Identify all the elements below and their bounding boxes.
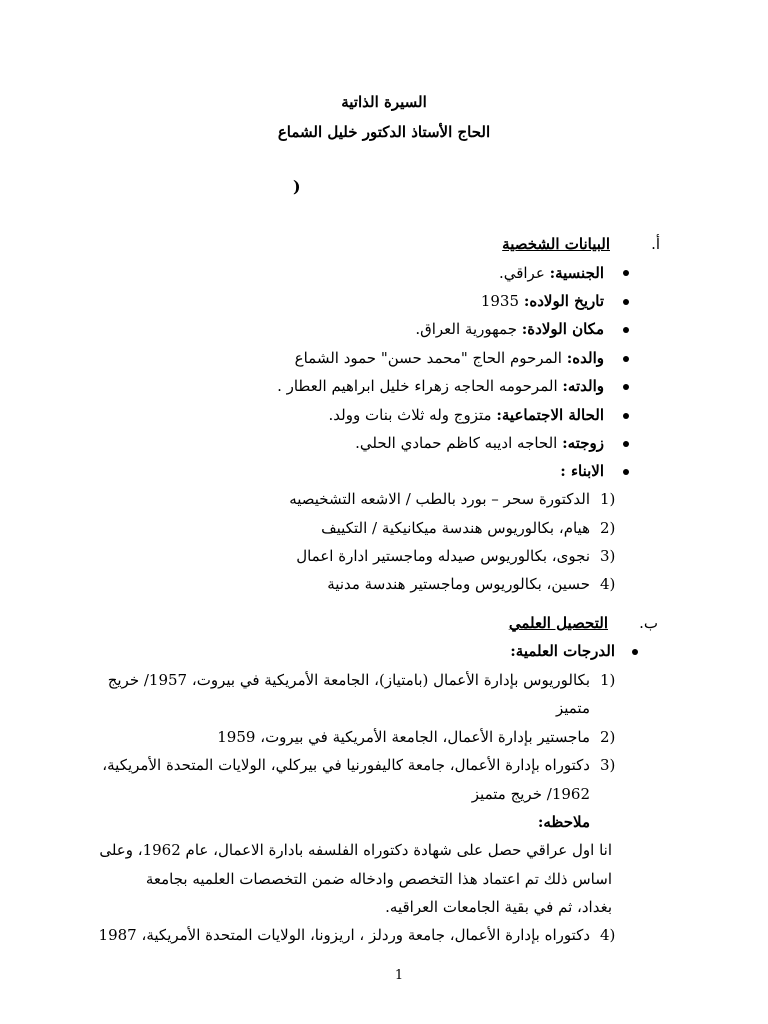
bullet — [623, 270, 629, 276]
bullet — [623, 384, 629, 390]
wife-label: زوجته: — [562, 434, 604, 452]
nationality-line — [499, 263, 604, 283]
child-item: حسين، بكالوريوس وماجستير هندسة مدنية — [327, 575, 590, 593]
bullet — [623, 441, 629, 447]
section-a-letter: أ. — [651, 235, 660, 253]
list-number: 1) — [600, 490, 616, 508]
marital-value: متزوج وله ثلاث بنات وولد. — [328, 406, 497, 424]
degree-line: دكتوراه بإدارة الأعمال، جامعة كاليفورنيا في بيركلي، الولايات المتحدة الأمريكية، — [102, 756, 590, 774]
degree-line: متميز — [555, 699, 590, 717]
father-value: المرحوم الحاج "محمد حسن" حمود الشماع — [294, 349, 567, 367]
nationality-value: عراقي. — [498, 264, 550, 282]
degree-line: بكالوريوس بإدارة الأعمال (بامتياز)، الجامعة الأمريكية في بيروت، 1957/ خريج — [107, 671, 590, 689]
list-number: 2) — [600, 519, 616, 537]
mother-label: والدته: — [562, 377, 604, 395]
father-line — [295, 348, 604, 368]
note-label: ملاحظه: — [537, 813, 590, 831]
section-b-heading: التحصيل العلمي — [508, 614, 608, 632]
degree-line: دكتوراه بإدارة الأعمال، جامعة وردلز ، اريزونا، الولايات المتحدة الأمريكية، 1987 — [98, 926, 590, 944]
note-line: انا اول عراقي حصل على شهادة دكتوراه الفلسفه بادارة الاعمال، عام 1962، وعلى — [99, 841, 612, 859]
degree-line: ماجستير بإدارة الأعمال، الجامعة الأمريكية في بيروت، 1959 — [217, 728, 590, 746]
wife-value: الحاجه اديبه كاظم حمادي الحلي. — [355, 434, 563, 452]
stray-parenthesis: ) — [293, 177, 301, 196]
children-label: الابناء : — [560, 462, 604, 480]
birthdate-line — [481, 291, 604, 311]
note-line: اساس ذلك تم اعتماد هذا التخصص وادخاله ضمن التخصصات العلميه بجامعة — [145, 870, 612, 888]
page-number: 1 — [394, 968, 404, 983]
list-number: 4) — [600, 575, 616, 593]
section-a-heading: البيانات الشخصية — [502, 235, 610, 253]
birthdate-label: تاريخ الولاده: — [523, 292, 604, 310]
document-subtitle: الحاج الأستاذ الدكتور خليل الشماع — [277, 123, 491, 141]
marital-line — [329, 405, 604, 425]
bullet — [632, 649, 638, 655]
birthplace-line — [415, 319, 604, 339]
children-line — [560, 461, 604, 481]
child-item: نجوى، بكالوريوس صيدله وماجستير ادارة اعمال — [296, 547, 590, 565]
mother-value: المرحومه الحاجه زهراء خليل ابراهيم العطار . — [277, 377, 563, 395]
list-number: 1) — [600, 671, 616, 689]
list-number: 3) — [600, 756, 616, 774]
child-item: هيام، بكالوريوس هندسة ميكانيكية / التكييف — [321, 519, 590, 537]
list-number: 3) — [600, 547, 616, 565]
marital-label: الحالة الاجتماعية: — [496, 406, 604, 424]
nationality-label: الجنسية: — [549, 264, 604, 282]
bullet — [623, 299, 629, 305]
document-title: السيرة الذاتية — [341, 93, 427, 111]
birthdate-value: 1935 — [480, 292, 524, 310]
bullet — [623, 327, 629, 333]
wife-line — [355, 433, 604, 453]
list-number: 4) — [600, 926, 616, 944]
bullet — [623, 356, 629, 362]
mother-line — [277, 376, 604, 396]
birthplace-label: مكان الولادة: — [521, 320, 604, 338]
bullet — [623, 469, 629, 475]
father-label: والده: — [566, 349, 604, 367]
note-line: بغداد، ثم في بقية الجامعات العراقيه. — [385, 898, 612, 916]
birthplace-value: جمهورية العراق. — [415, 320, 522, 338]
degrees-label: الدرجات العلمية: — [510, 642, 615, 660]
child-item: الدكتورة سحر – بورد بالطب / الاشعه التشخيصيه — [289, 490, 590, 508]
bullet — [623, 413, 629, 419]
list-number: 2) — [600, 728, 616, 746]
section-b-letter: ب. — [639, 614, 658, 632]
degree-line: 1962/ خريج متميز — [471, 785, 590, 803]
